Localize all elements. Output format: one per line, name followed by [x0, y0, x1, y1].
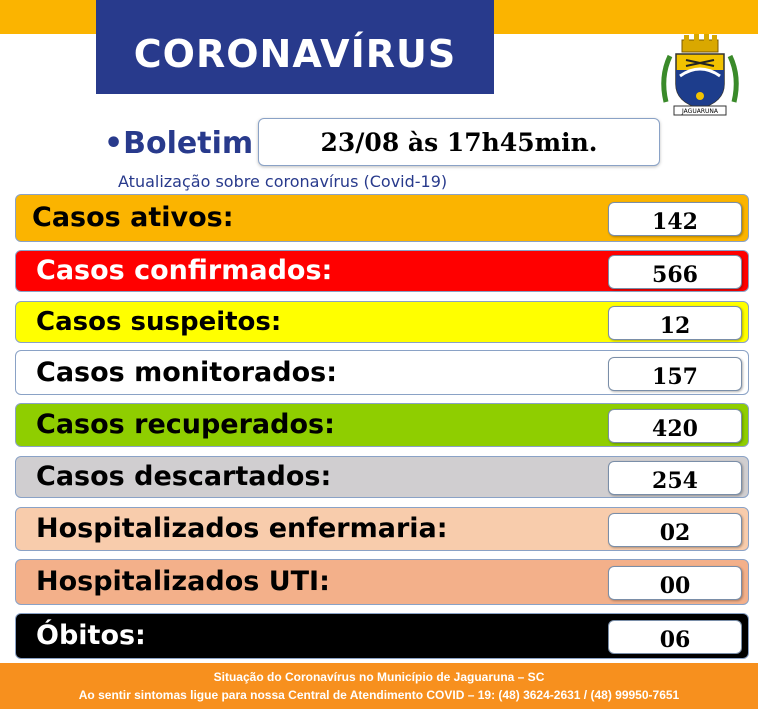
subtitle: Atualização sobre coronavírus (Covid-19) — [118, 172, 448, 191]
stat-value: 142 — [652, 209, 698, 235]
stat-value-box — [608, 202, 742, 236]
stat-value: 00 — [659, 573, 691, 599]
stat-value: 12 — [659, 313, 691, 339]
footer-line-2: Ao sentir sintomas ligue para nossa Central de Atendimento COVID – 19: (48) 3624-2631 / (48) 99950-7651 — [78, 688, 680, 702]
date-box — [258, 118, 660, 166]
stat-row — [15, 559, 749, 605]
stat-label: Óbitos: — [36, 620, 146, 651]
stat-value-box — [608, 255, 742, 289]
stat-value: 254 — [652, 468, 698, 494]
title-banner — [96, 0, 494, 94]
stat-row — [15, 350, 749, 395]
bulletin-date: 23/08 às 17h45min. — [320, 127, 598, 157]
stat-label: Casos ativos: — [32, 202, 234, 233]
stat-value: 02 — [659, 520, 691, 546]
stat-label: Casos suspeitos: — [36, 307, 282, 337]
stat-label: Casos monitorados: — [36, 357, 338, 388]
stat-value-box — [608, 566, 742, 600]
stat-label: Hospitalizados UTI: — [36, 566, 330, 597]
crest-label: JAGUARUNA — [682, 108, 718, 115]
stat-row — [15, 403, 749, 447]
stat-label: Hospitalizados enfermaria: — [36, 513, 448, 544]
stat-value: 566 — [652, 262, 698, 288]
stat-value: 420 — [652, 416, 698, 442]
stat-label: Casos confirmados: — [36, 255, 333, 286]
stat-value-box — [608, 306, 742, 340]
stat-value-box — [608, 513, 742, 547]
stat-value-box — [608, 461, 742, 495]
boletim-label: •Boletim — [104, 126, 254, 161]
page-title: CORONAVÍRUS — [133, 32, 457, 76]
stat-row — [15, 613, 749, 659]
stat-row — [15, 250, 749, 292]
stat-row — [15, 456, 749, 498]
stat-value-box — [608, 409, 742, 443]
footer-line-1: Situação do Coronavírus no Município de Jaguaruna – SC — [213, 670, 545, 684]
stat-value-box — [608, 620, 742, 654]
stat-row — [15, 194, 749, 242]
stat-label: Casos recuperados: — [36, 409, 335, 440]
footer — [0, 663, 758, 709]
stat-row — [15, 301, 749, 343]
stat-row — [15, 507, 749, 551]
stat-value-box — [608, 357, 742, 391]
stat-label: Casos descartados: — [36, 461, 332, 492]
city-crest-icon — [656, 32, 744, 120]
stat-value: 157 — [652, 364, 698, 390]
stat-value: 06 — [659, 627, 691, 653]
